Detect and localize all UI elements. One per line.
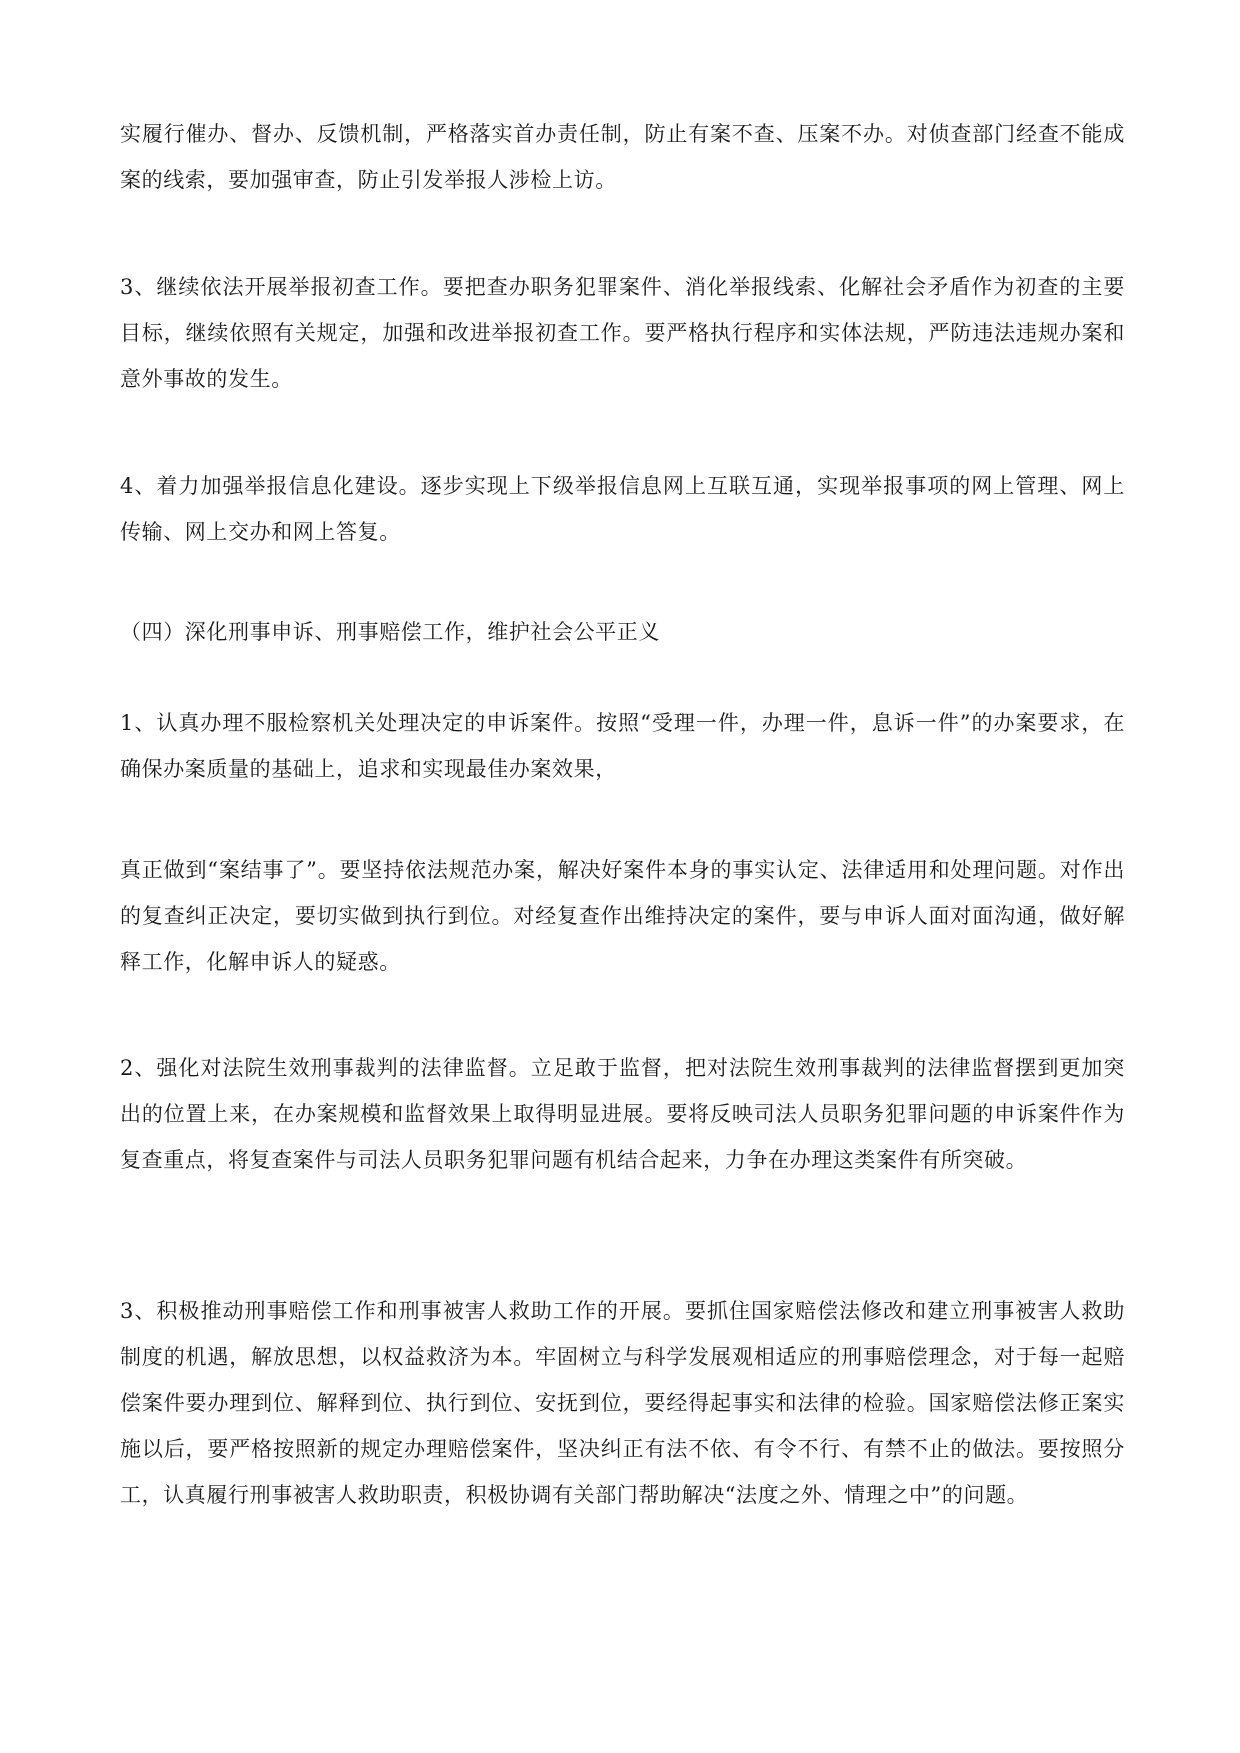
section-heading-criminal-appeals: （四）深化刑事申诉、刑事赔偿工作，维护社会公平正义 bbox=[120, 620, 660, 644]
paragraph-case-closure: 真正做到“案结事了”。要坚持依法规范办案，解决好案件本身的事实认定、法律适用和处理问题。对作出的复查纠正决定，要切实做到执行到位。对经复查作出维持决定的案件，要与申诉人面对面沟通，做好解释工作，化解申诉人的疑惑。 bbox=[120, 858, 1125, 974]
paragraph-court-supervision: 2、强化对法院生效刑事裁判的法律监督。立足敢于监督，把对法院生效刑事裁判的法律监督摆到更加突出的位置上来，在办案规模和监督效果上取得明显进展。要将反映司法人员职务犯罪问题的申诉案件作为复查重点，将复查案件与司法人员职务犯罪问题有机结合起来，力争在办理这类案件有所突破。 bbox=[120, 1056, 1125, 1172]
paragraph-appeal-cases: 1、认真办理不服检察机关处理决定的申诉案件。按照“受理一件，办理一件，息诉一件”的办案要求，在确保办案质量的基础上，追求和实现最佳办案效果， bbox=[120, 711, 1125, 781]
paragraph-informatization: 4、着力加强举报信息化建设。逐步实现上下级举报信息网上互联互通，实现举报事项的网上管理、网上传输、网上交办和网上答复。 bbox=[120, 474, 1125, 544]
paragraph-preliminary-investigation: 3、继续依法开展举报初查工作。要把查办职务犯罪案件、消化举报线索、化解社会矛盾作为初查的主要目标，继续依照有关规定，加强和改进举报初查工作。要严格执行程序和实体法规，严防违法违规办案和意外事故的发生。 bbox=[120, 275, 1125, 391]
paragraph-criminal-compensation: 3、积极推动刑事赔偿工作和刑事被害人救助工作的开展。要抓住国家赔偿法修改和建立刑事被害人救助制度的机遇，解放思想，以权益救济为本。牢固树立与科学发展观相适应的刑事赔偿理念，对于每一起赔偿案件要办理到位、解释到位、执行到位、安抚到位，要经得起事实和法律的检验。国家赔偿法修正案实施以后，要严格按照新的规定办理赔偿案件，坚决纠正有法不依、有令不行、有禁不止的做法。要按照分工，认真履行刑事被害人救助职责，积极协调有关部门帮助解决“法度之外、情理之中”的问题。 bbox=[120, 1299, 1125, 1507]
paragraph-oversight-mechanism: 实履行催办、督办、反馈机制，严格落实首办责任制，防止有案不查、压案不办。对侦查部门经查不能成案的线索，要加强审查，防止引发举报人涉检上访。 bbox=[120, 122, 1125, 192]
